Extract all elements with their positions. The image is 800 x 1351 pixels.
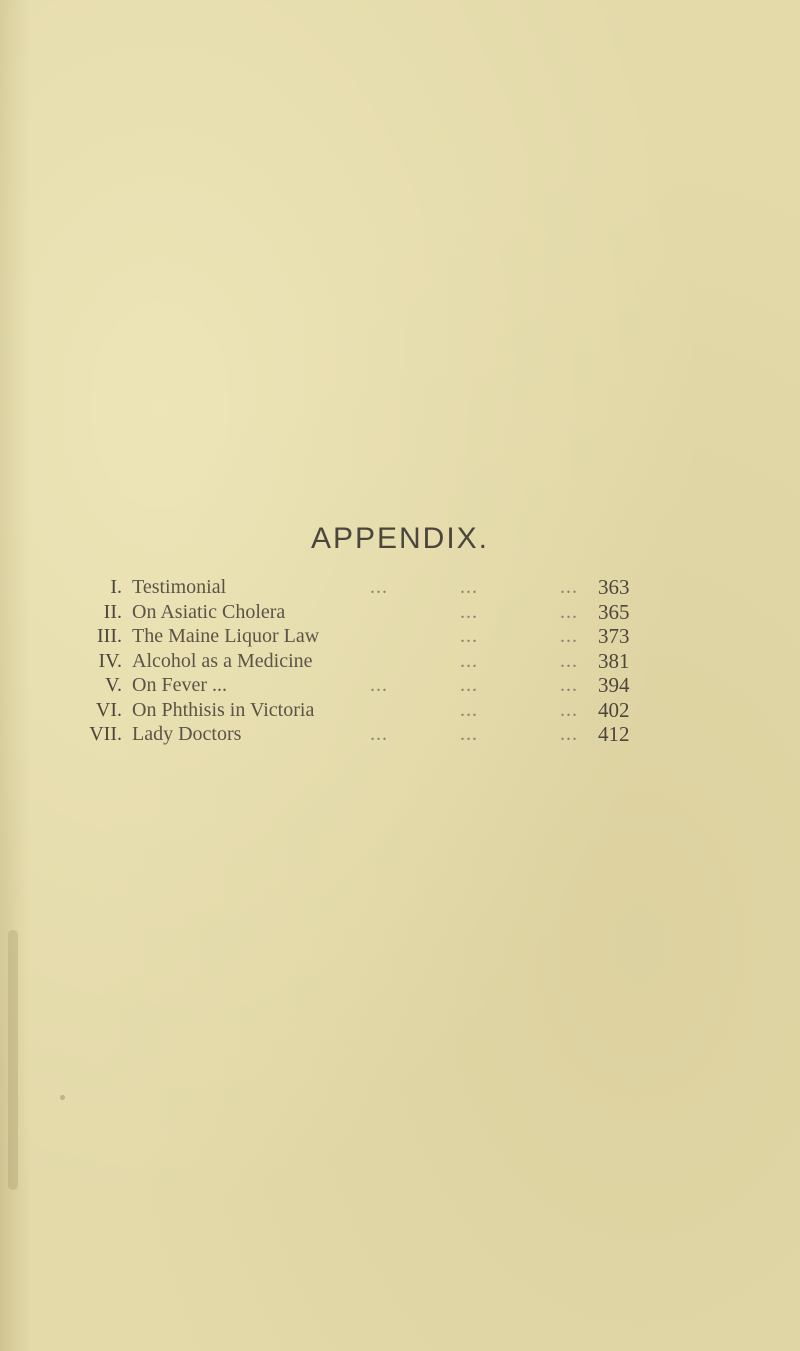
paper-foxing-mark xyxy=(60,1095,65,1100)
entry-numeral: I. xyxy=(110,576,122,598)
entry-title: On Asiatic Cholera xyxy=(132,600,286,623)
entry-numeral: VII. xyxy=(89,723,122,745)
dot-leader: ... xyxy=(370,674,388,696)
entry-page-number: 365 xyxy=(598,599,630,624)
paper-foxing-mark xyxy=(8,930,18,1190)
entry-title: Testimonial xyxy=(132,576,227,598)
toc-entry xyxy=(0,575,800,600)
dot-leader: ... xyxy=(560,600,578,623)
entry-page-number: 412 xyxy=(598,722,630,746)
entry-numeral: II. xyxy=(103,600,122,623)
toc-entry xyxy=(0,673,800,698)
entry-numeral: VI. xyxy=(95,698,122,721)
dot-leader: ... xyxy=(560,698,578,721)
entry-page-number: 381 xyxy=(598,648,630,673)
dot-leader: ... xyxy=(460,576,478,598)
dot-leader: ... xyxy=(370,576,388,598)
entry-page-number: 394 xyxy=(598,673,630,697)
entry-page-number: 363 xyxy=(598,575,630,599)
entry-title: On Phthisis in Victoria xyxy=(132,698,315,721)
toc-entry xyxy=(0,649,800,674)
toc-entry xyxy=(0,600,800,625)
entry-title: On Fever ... xyxy=(132,674,227,696)
dot-leader: ... xyxy=(460,723,478,745)
dot-leader: ... xyxy=(460,600,478,623)
entry-numeral: IV. xyxy=(98,649,122,672)
toc-entry xyxy=(0,624,800,649)
entry-numeral: III. xyxy=(97,625,122,647)
toc-entry xyxy=(0,698,800,723)
dot-leader: ... xyxy=(560,723,578,745)
appendix-contents-list xyxy=(0,575,800,747)
entry-title: Lady Doctors xyxy=(132,723,242,745)
dot-leader: ... xyxy=(460,649,478,672)
dot-leader: ... xyxy=(370,723,388,745)
dot-leader: ... xyxy=(460,625,478,647)
entry-page-number: 402 xyxy=(598,697,630,722)
toc-entry xyxy=(0,722,800,747)
dot-leader: ... xyxy=(560,625,578,647)
dot-leader: ... xyxy=(460,674,478,696)
appendix-heading: APPENDIX. xyxy=(310,522,490,555)
entry-numeral: V. xyxy=(105,674,122,696)
dot-leader: ... xyxy=(560,649,578,672)
dot-leader: ... xyxy=(460,698,478,721)
entry-title: Alcohol as a Medicine xyxy=(132,649,313,672)
entry-title: The Maine Liquor Law xyxy=(132,625,320,647)
dot-leader: ... xyxy=(560,576,578,598)
dot-leader: ... xyxy=(560,674,578,696)
entry-page-number: 373 xyxy=(598,624,630,648)
